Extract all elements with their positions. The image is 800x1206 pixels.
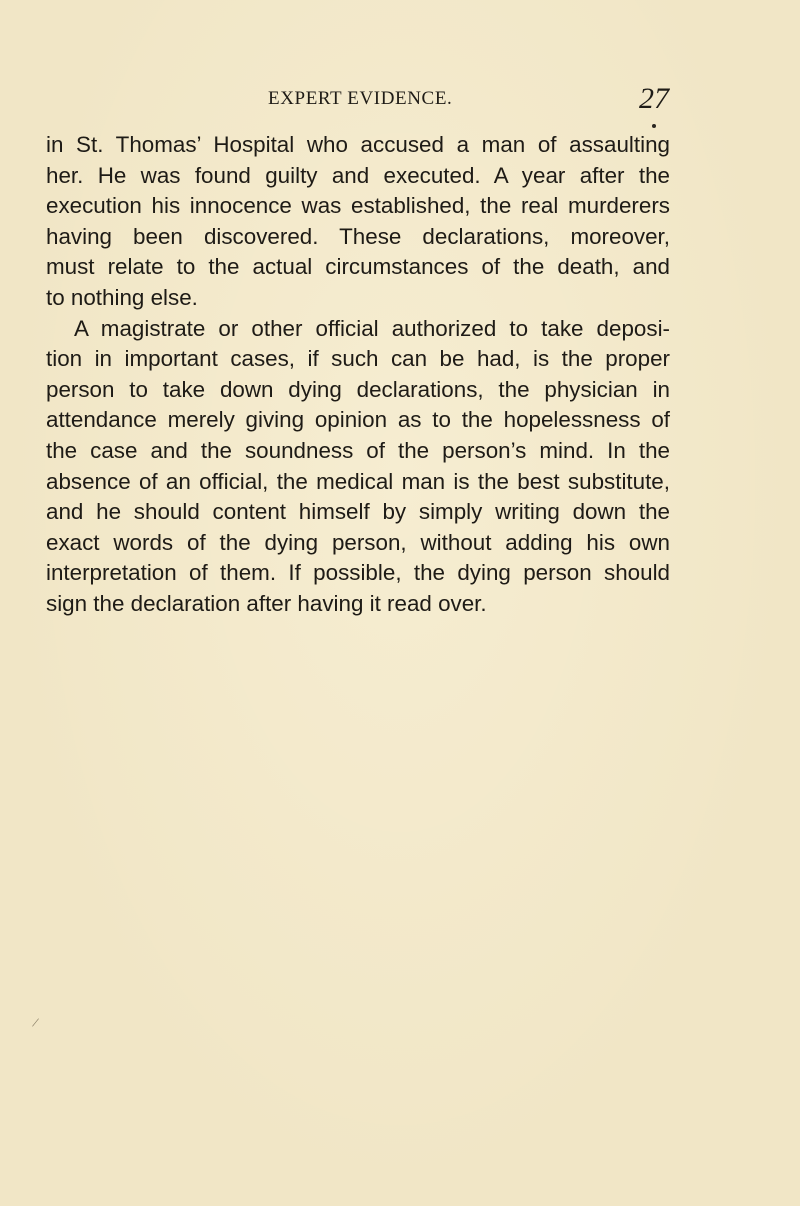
text-line: in St. Thomas’ Hospital who accused a man of assaulting [46, 132, 670, 157]
text-line: having been discovered. These declarations, moreover, [46, 223, 670, 249]
running-head [0, 82, 800, 116]
text-line: A magistrate or other official authorized to take deposi- [74, 315, 670, 341]
running-head-title: EXPERT EVIDENCE. [268, 88, 453, 109]
text-line: sign the declaration after having it read over. [46, 590, 487, 616]
text-line: tion in important cases, if such can be had, is the proper [46, 346, 670, 372]
stray-ink-mark: / [30, 1015, 40, 1032]
body-text [46, 130, 670, 620]
text-line: absence of an official, the medical man is the best substitute, [46, 468, 670, 494]
text-line: to nothing else. [46, 284, 198, 310]
text-line: and he should content himself by simply writing down the [46, 499, 670, 525]
ink-dot [652, 124, 656, 128]
text-line: execution his innocence was established, the real murderers [46, 193, 670, 219]
text-line: exact words of the dying person, without adding his own [46, 529, 670, 555]
text-line: interpretation of them. If possible, the dying person should [46, 560, 670, 586]
text-line: must relate to the actual circumstances of the death, and [46, 254, 670, 280]
text-line: person to take down dying declarations, the physician in [46, 376, 670, 402]
text-line: her. He was found guilty and executed. A year after the [46, 162, 670, 188]
page-number: 27 [639, 82, 669, 115]
text-line: attendance merely giving opinion as to the hopelessness of [46, 407, 670, 433]
text-line: the case and the soundness of the person’s mind. In the [46, 437, 670, 463]
